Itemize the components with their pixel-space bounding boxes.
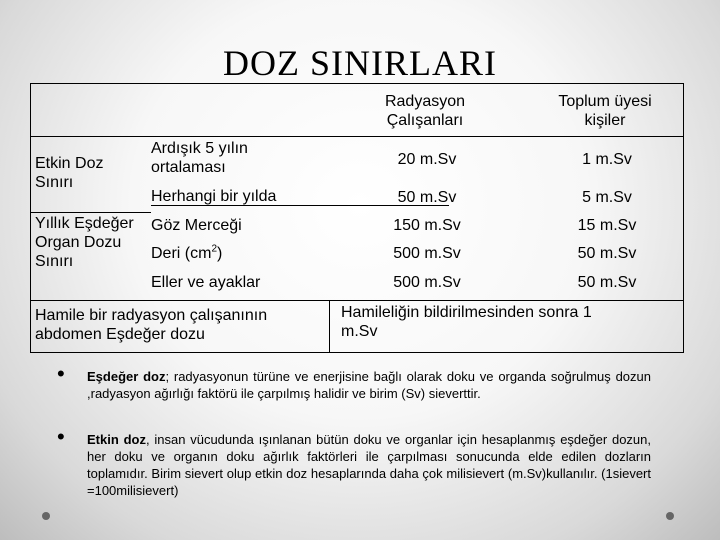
cell-value: 500 m.Sv <box>393 274 461 291</box>
row-label: Ardışık 5 yılın ortalaması <box>151 140 248 176</box>
decorative-dot <box>42 512 50 520</box>
cell-value: 150 m.Sv <box>393 217 461 234</box>
cell-value: 50 m.Sv <box>577 274 637 291</box>
row-label-end: ) <box>217 245 223 262</box>
table-divider <box>31 300 683 301</box>
dose-limits-table <box>30 83 684 353</box>
cell-value: 5 m.Sv <box>582 189 632 206</box>
note-text: , insan vücudunda ışınlanan bütün doku ve organlar için hesaplanmış eşdeğer dozun, her doku ve organın doku ağırlık faktörleri ile çarpılması sonucunda elde edilen dozların toplamıdır. Birim sievert olup etkin doz hesaplarında daha çok milisievert (m.Sv)kullanılır. (1sievert =100milisievert) <box>87 432 651 498</box>
note-term: Etkin doz <box>87 432 146 447</box>
pregnancy-label: Hamile bir radyasyon çalışanının abdomen Eşdeğer dozu <box>35 307 268 343</box>
decorative-dot <box>666 512 674 520</box>
cell-value: 50 m.Sv <box>577 245 637 262</box>
note-equivalent-dose <box>87 368 651 402</box>
row-label: Göz Merceği <box>151 217 242 234</box>
table-divider <box>329 300 330 352</box>
cell-value: 50 m.Sv <box>397 189 457 206</box>
bullet: • <box>57 361 65 386</box>
slide-title: DOZ SINIRLARI <box>223 43 497 83</box>
cell-value: 1 m.Sv <box>582 151 632 168</box>
row-label-text: Deri (cm <box>151 245 212 262</box>
column-header-public: Toplum üyesi kişiler <box>558 93 652 129</box>
group-label-organ-dose: Yıllık Eşdeğer Organ Dozu Sınırı <box>35 215 134 270</box>
table-divider <box>31 136 683 137</box>
bullet: • <box>57 424 65 449</box>
pregnancy-value: Hamileliğin bildirilmesinden sonra 1 m.Sv <box>341 304 592 340</box>
group-label-effective-dose: Etkin Doz Sınırı <box>35 155 104 191</box>
table-divider <box>31 212 151 213</box>
row-label: Eller ve ayaklar <box>151 274 261 291</box>
note-term: Eşdeğer doz <box>87 369 166 384</box>
superscript: 2 <box>211 243 217 255</box>
note-text: ; radyasyonun türüne ve enerjisine bağlı olarak doku ve organda soğrulmuş dozun ,radyasyon ağırlığı faktörü ile çarpılmış halidir ve birim (Sv) sieverttir. <box>87 369 651 401</box>
note-effective-dose <box>87 431 651 499</box>
cell-value: 15 m.Sv <box>577 217 637 234</box>
row-label: Herhangi bir yılda <box>151 188 277 205</box>
row-label <box>151 244 321 263</box>
cell-value: 20 m.Sv <box>397 151 457 168</box>
cell-value: 500 m.Sv <box>393 245 461 262</box>
column-header-workers: Radyasyon Çalışanları <box>384 93 466 129</box>
